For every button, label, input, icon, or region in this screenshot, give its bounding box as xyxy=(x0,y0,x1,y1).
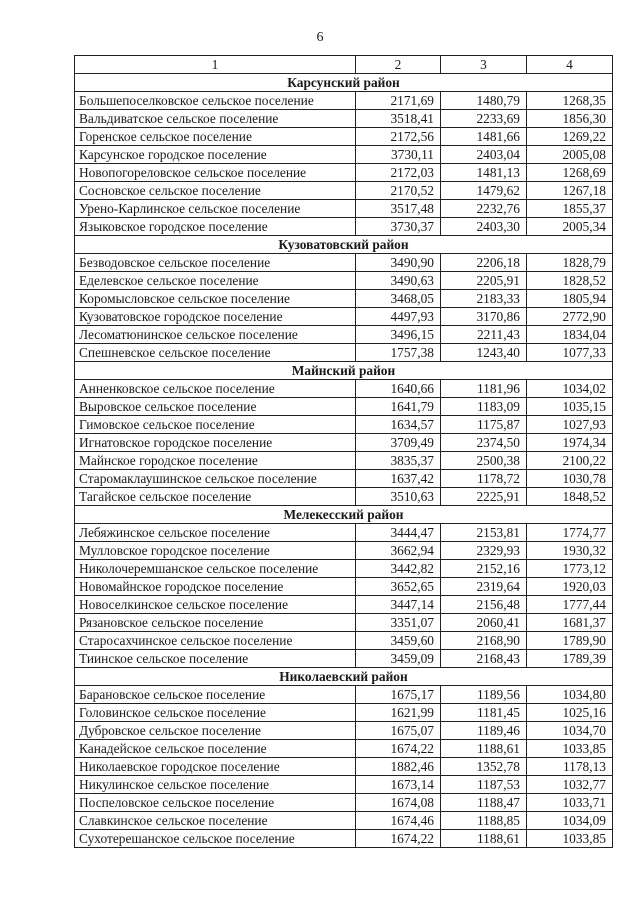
value-col-3: 2156,48 xyxy=(441,596,527,614)
value-col-2: 2170,52 xyxy=(356,182,441,200)
value-col-2: 1674,22 xyxy=(356,740,441,758)
value-col-2: 1674,22 xyxy=(356,830,441,848)
value-col-3: 2403,04 xyxy=(441,146,527,164)
value-col-4: 1034,09 xyxy=(527,812,613,830)
settlement-row xyxy=(75,434,613,452)
value-col-3: 2211,43 xyxy=(441,326,527,344)
value-col-4: 1777,44 xyxy=(527,596,613,614)
settlement-name: Гимовское сельское поселение xyxy=(75,416,356,434)
settlement-name: Рязановское сельское поселение xyxy=(75,614,356,632)
value-col-3: 1183,09 xyxy=(441,398,527,416)
value-col-3: 2225,91 xyxy=(441,488,527,506)
table-body xyxy=(75,56,613,848)
value-col-3: 2329,93 xyxy=(441,542,527,560)
settlement-row xyxy=(75,542,613,560)
value-col-4: 1268,69 xyxy=(527,164,613,182)
value-col-4: 1027,93 xyxy=(527,416,613,434)
value-col-2: 1637,42 xyxy=(356,470,441,488)
settlement-row xyxy=(75,380,613,398)
value-col-4: 1033,71 xyxy=(527,794,613,812)
value-col-4: 1269,22 xyxy=(527,128,613,146)
settlement-name: Николочеремшанское сельское поселение xyxy=(75,560,356,578)
value-col-3: 1188,47 xyxy=(441,794,527,812)
settlement-name: Выровское сельское поселение xyxy=(75,398,356,416)
district-header-row xyxy=(75,74,613,92)
settlement-name: Безводовское сельское поселение xyxy=(75,254,356,272)
settlement-name: Головинское сельское поселение xyxy=(75,704,356,722)
value-col-2: 3709,49 xyxy=(356,434,441,452)
district-header-row xyxy=(75,236,613,254)
value-col-4: 1030,78 xyxy=(527,470,613,488)
settlement-name: Славкинское сельское поселение xyxy=(75,812,356,830)
settlement-row xyxy=(75,704,613,722)
settlement-row xyxy=(75,200,613,218)
settlement-name: Лесоматюнинское сельское поселение xyxy=(75,326,356,344)
value-col-4: 1773,12 xyxy=(527,560,613,578)
settlement-name: Новомайнское городское поселение xyxy=(75,578,356,596)
settlement-row xyxy=(75,830,613,848)
value-col-3: 1188,85 xyxy=(441,812,527,830)
value-col-2: 3459,60 xyxy=(356,632,441,650)
value-col-2: 1882,46 xyxy=(356,758,441,776)
column-number-1: 1 xyxy=(75,56,356,74)
value-col-4: 2005,34 xyxy=(527,218,613,236)
value-col-4: 1267,18 xyxy=(527,182,613,200)
settlement-row xyxy=(75,758,613,776)
value-col-2: 1640,66 xyxy=(356,380,441,398)
settlement-name: Николаевское городское поселение xyxy=(75,758,356,776)
settlement-name: Новопогореловское сельское поселение xyxy=(75,164,356,182)
value-col-4: 1035,15 xyxy=(527,398,613,416)
value-col-2: 3835,37 xyxy=(356,452,441,470)
settlement-row xyxy=(75,254,613,272)
value-col-4: 1268,35 xyxy=(527,92,613,110)
settlement-row xyxy=(75,416,613,434)
settlement-row xyxy=(75,740,613,758)
value-col-4: 1789,90 xyxy=(527,632,613,650)
settlement-name: Вальдиватское сельское поселение xyxy=(75,110,356,128)
value-col-3: 1481,13 xyxy=(441,164,527,182)
value-col-2: 1674,46 xyxy=(356,812,441,830)
value-col-3: 2319,64 xyxy=(441,578,527,596)
settlement-row xyxy=(75,290,613,308)
value-col-2: 2172,56 xyxy=(356,128,441,146)
value-col-2: 3652,65 xyxy=(356,578,441,596)
value-col-3: 2153,81 xyxy=(441,524,527,542)
settlement-name: Старосахчинское сельское поселение xyxy=(75,632,356,650)
value-col-4: 1178,13 xyxy=(527,758,613,776)
value-col-3: 1187,53 xyxy=(441,776,527,794)
settlement-name: Спешневское сельское поселение xyxy=(75,344,356,362)
value-col-4: 2772,90 xyxy=(527,308,613,326)
settlement-row xyxy=(75,164,613,182)
value-col-3: 2403,30 xyxy=(441,218,527,236)
settlement-row xyxy=(75,614,613,632)
value-col-3: 1480,79 xyxy=(441,92,527,110)
settlement-name: Языковское городское поселение xyxy=(75,218,356,236)
settlement-row xyxy=(75,326,613,344)
district-header-row xyxy=(75,668,613,686)
value-col-4: 2005,08 xyxy=(527,146,613,164)
settlement-name: Мулловское городское поселение xyxy=(75,542,356,560)
settlement-row xyxy=(75,128,613,146)
value-col-4: 1033,85 xyxy=(527,740,613,758)
value-col-2: 3662,94 xyxy=(356,542,441,560)
value-col-2: 3351,07 xyxy=(356,614,441,632)
value-col-4: 1834,04 xyxy=(527,326,613,344)
value-col-4: 1805,94 xyxy=(527,290,613,308)
value-col-2: 3730,37 xyxy=(356,218,441,236)
district-name: Николаевский район xyxy=(75,668,613,686)
column-number-row xyxy=(75,56,613,74)
settlement-row xyxy=(75,182,613,200)
settlement-name: Карсунское городское поселение xyxy=(75,146,356,164)
value-col-3: 2233,69 xyxy=(441,110,527,128)
value-col-3: 1188,61 xyxy=(441,830,527,848)
value-col-3: 1178,72 xyxy=(441,470,527,488)
value-col-3: 2183,33 xyxy=(441,290,527,308)
settlement-name: Сухотерешанское сельское поселение xyxy=(75,830,356,848)
value-col-4: 1034,70 xyxy=(527,722,613,740)
settlement-name: Анненковское сельское поселение xyxy=(75,380,356,398)
settlement-name: Канадейское сельское поселение xyxy=(75,740,356,758)
settlement-name: Урено-Карлинское сельское поселение xyxy=(75,200,356,218)
value-col-3: 2168,90 xyxy=(441,632,527,650)
settlement-row xyxy=(75,470,613,488)
settlement-row xyxy=(75,632,613,650)
value-col-3: 2374,50 xyxy=(441,434,527,452)
value-col-4: 1856,30 xyxy=(527,110,613,128)
value-col-4: 2100,22 xyxy=(527,452,613,470)
settlement-row xyxy=(75,686,613,704)
value-col-4: 1034,02 xyxy=(527,380,613,398)
settlement-row xyxy=(75,722,613,740)
settlements-table xyxy=(74,55,613,848)
value-col-3: 2168,43 xyxy=(441,650,527,668)
district-name: Кузоватовский район xyxy=(75,236,613,254)
value-col-4: 1855,37 xyxy=(527,200,613,218)
district-name: Мелекесский район xyxy=(75,506,613,524)
settlement-name: Кузоватовское городское поселение xyxy=(75,308,356,326)
value-col-4: 1034,80 xyxy=(527,686,613,704)
value-col-3: 2500,38 xyxy=(441,452,527,470)
value-col-2: 3517,48 xyxy=(356,200,441,218)
settlement-name: Коромысловское сельское поселение xyxy=(75,290,356,308)
settlement-name: Большепоселковское сельское поселение xyxy=(75,92,356,110)
value-col-2: 4497,93 xyxy=(356,308,441,326)
settlement-name: Горенское сельское поселение xyxy=(75,128,356,146)
settlement-row xyxy=(75,488,613,506)
settlement-row xyxy=(75,146,613,164)
column-number-4: 4 xyxy=(527,56,613,74)
settlement-name: Еделевское сельское поселение xyxy=(75,272,356,290)
value-col-2: 1674,08 xyxy=(356,794,441,812)
value-col-3: 2060,41 xyxy=(441,614,527,632)
value-col-3: 2206,18 xyxy=(441,254,527,272)
settlement-name: Никулинское сельское поселение xyxy=(75,776,356,794)
value-col-2: 3447,14 xyxy=(356,596,441,614)
value-col-2: 1675,17 xyxy=(356,686,441,704)
value-col-3: 1481,66 xyxy=(441,128,527,146)
settlement-name: Лебяжинское сельское поселение xyxy=(75,524,356,542)
settlement-row xyxy=(75,812,613,830)
settlement-row xyxy=(75,596,613,614)
value-col-4: 1774,77 xyxy=(527,524,613,542)
value-col-2: 3442,82 xyxy=(356,560,441,578)
value-col-3: 1181,45 xyxy=(441,704,527,722)
value-col-2: 2172,03 xyxy=(356,164,441,182)
value-col-4: 1025,16 xyxy=(527,704,613,722)
value-col-2: 3490,90 xyxy=(356,254,441,272)
value-col-2: 3510,63 xyxy=(356,488,441,506)
column-number-2: 2 xyxy=(356,56,441,74)
column-number-3: 3 xyxy=(441,56,527,74)
settlement-row xyxy=(75,794,613,812)
settlement-row xyxy=(75,344,613,362)
value-col-3: 1243,40 xyxy=(441,344,527,362)
value-col-4: 1930,32 xyxy=(527,542,613,560)
value-col-2: 1621,99 xyxy=(356,704,441,722)
value-col-4: 1032,77 xyxy=(527,776,613,794)
value-col-2: 3490,63 xyxy=(356,272,441,290)
value-col-2: 3730,11 xyxy=(356,146,441,164)
value-col-4: 1828,79 xyxy=(527,254,613,272)
value-col-3: 2232,76 xyxy=(441,200,527,218)
value-col-4: 1828,52 xyxy=(527,272,613,290)
value-col-3: 1189,56 xyxy=(441,686,527,704)
value-col-4: 1974,34 xyxy=(527,434,613,452)
value-col-3: 1189,46 xyxy=(441,722,527,740)
settlement-name: Игнатовское городское поселение xyxy=(75,434,356,452)
settlement-row xyxy=(75,272,613,290)
settlement-row xyxy=(75,110,613,128)
settlement-row xyxy=(75,308,613,326)
settlement-name: Поспеловское сельское поселение xyxy=(75,794,356,812)
value-col-2: 3459,09 xyxy=(356,650,441,668)
value-col-3: 1175,87 xyxy=(441,416,527,434)
district-header-row xyxy=(75,362,613,380)
page-number: 6 xyxy=(316,30,324,45)
value-col-2: 3496,15 xyxy=(356,326,441,344)
value-col-2: 1641,79 xyxy=(356,398,441,416)
settlement-row xyxy=(75,524,613,542)
settlement-name: Барановское сельское поселение xyxy=(75,686,356,704)
value-col-2: 2171,69 xyxy=(356,92,441,110)
value-col-4: 1681,37 xyxy=(527,614,613,632)
settlement-name: Майнское городское поселение xyxy=(75,452,356,470)
settlement-name: Сосновское сельское поселение xyxy=(75,182,356,200)
settlement-row xyxy=(75,578,613,596)
value-col-4: 1920,03 xyxy=(527,578,613,596)
value-col-4: 1789,39 xyxy=(527,650,613,668)
value-col-2: 1673,14 xyxy=(356,776,441,794)
value-col-2: 3518,41 xyxy=(356,110,441,128)
value-col-3: 1188,61 xyxy=(441,740,527,758)
value-col-4: 1033,85 xyxy=(527,830,613,848)
settlement-row xyxy=(75,776,613,794)
district-name: Карсунский район xyxy=(75,74,613,92)
settlement-row xyxy=(75,452,613,470)
settlement-row xyxy=(75,92,613,110)
value-col-3: 1479,62 xyxy=(441,182,527,200)
value-col-2: 1757,38 xyxy=(356,344,441,362)
value-col-3: 2205,91 xyxy=(441,272,527,290)
value-col-2: 3444,47 xyxy=(356,524,441,542)
district-name: Майнский район xyxy=(75,362,613,380)
settlement-name: Новоселкинское сельское поселение xyxy=(75,596,356,614)
settlement-row xyxy=(75,560,613,578)
settlement-row xyxy=(75,398,613,416)
value-col-3: 1352,78 xyxy=(441,758,527,776)
value-col-4: 1077,33 xyxy=(527,344,613,362)
value-col-3: 1181,96 xyxy=(441,380,527,398)
settlement-name: Тиинское сельское поселение xyxy=(75,650,356,668)
settlement-row xyxy=(75,650,613,668)
value-col-2: 1675,07 xyxy=(356,722,441,740)
district-header-row xyxy=(75,506,613,524)
settlement-name: Тагайское сельское поселение xyxy=(75,488,356,506)
value-col-4: 1848,52 xyxy=(527,488,613,506)
value-col-2: 3468,05 xyxy=(356,290,441,308)
settlement-name: Старомаклаушинское сельское поселение xyxy=(75,470,356,488)
settlement-row xyxy=(75,218,613,236)
value-col-3: 2152,16 xyxy=(441,560,527,578)
value-col-3: 3170,86 xyxy=(441,308,527,326)
settlement-name: Дубровское сельское поселение xyxy=(75,722,356,740)
value-col-2: 1634,57 xyxy=(356,416,441,434)
